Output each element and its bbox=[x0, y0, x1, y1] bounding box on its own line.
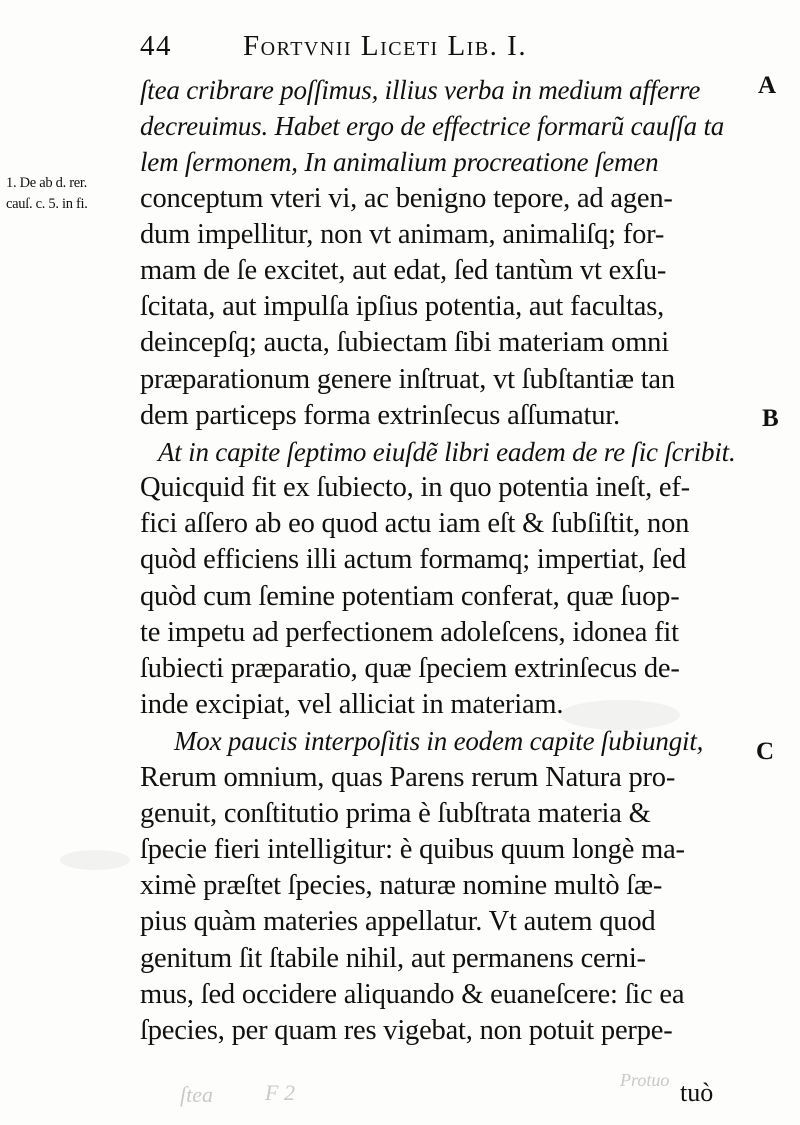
text-line: At in capite ſeptimo eiuſdẽ libri eadem de re ſic ſcribit. bbox=[158, 436, 736, 467]
text-line: te impetu ad perfectionem adoleſcens, idonea fit bbox=[140, 616, 679, 648]
running-head: Fortvnii Liceti Lib. I. bbox=[243, 30, 528, 62]
text-line: ximè præſtet ſpecies, naturæ nomine multò ſæ- bbox=[140, 870, 663, 902]
bleed-through-text: F 2 bbox=[265, 1080, 295, 1105]
margin-letter-b: B bbox=[762, 405, 779, 432]
text-line: præparationum genere inſtruat, vt ſubſtantiæ tan bbox=[140, 363, 675, 395]
page-header bbox=[140, 30, 680, 66]
catchword: tuò bbox=[680, 1078, 714, 1107]
text-line: mus, ſed occidere aliquando & euaneſcere: ſic ea bbox=[140, 978, 685, 1010]
text-line: mam de ſe excitet, aut edat, ſed tantùm vt exſu- bbox=[140, 254, 667, 286]
text-line: dum impellitur, non vt animam, animaliſq; for- bbox=[140, 218, 665, 250]
main-text-block bbox=[140, 72, 760, 1049]
text-line: ſubiecti præparatio, quæ ſpeciem extrinſecus de- bbox=[140, 653, 680, 684]
text-line: ſpecie fieri intelligitur: è quibus quum longè ma- bbox=[140, 833, 685, 865]
margin-citation bbox=[6, 173, 141, 215]
text-line: fici aſſero ab eo quod actu iam eſt & ſubſiſtit, non bbox=[140, 508, 690, 540]
text-line: genuit, conſtitutio prima è ſubſtrata materia & bbox=[140, 797, 651, 829]
margin-citation-line: 1. De ab d. rer. bbox=[6, 175, 87, 191]
ink-smudge bbox=[60, 850, 130, 870]
text-line: deincepſq; aucta, ſubiectam ſibi materiam omni bbox=[140, 327, 669, 359]
text-line: lem ſermonem, In animalium procreatione ſemen bbox=[140, 147, 659, 178]
margin-letter-a: A bbox=[758, 72, 777, 99]
text-line: ſpecies, per quam res vigebat, non potuit perpe- bbox=[140, 1014, 673, 1046]
bleed-through-text: Protuo bbox=[620, 1070, 670, 1090]
text-line: conceptum vteri vi, ac benigno tepore, ad agen- bbox=[140, 182, 673, 214]
bleed-through-text: ſtea bbox=[180, 1082, 213, 1107]
margin-citation-line: cauſ. c. 5. in fi. bbox=[6, 196, 88, 212]
page-number: 44 bbox=[140, 30, 172, 62]
margin-letter-c: C bbox=[756, 738, 775, 765]
text-line: inde excipiat, vel alliciat in materiam. bbox=[140, 689, 564, 721]
text-line: dem particeps forma extrinſecus aſſumatur. bbox=[140, 399, 620, 431]
text-line: Rerum omnium, quas Parens rerum Natura pro- bbox=[140, 761, 676, 793]
text-line: decreuimus. Habet ergo de effectrice formarũ cauſſa ta bbox=[140, 111, 725, 142]
text-line: genitum ſit ſtabile nihil, aut permanens cerni- bbox=[140, 942, 646, 974]
text-line: ſtea cribrare poſſimus, illius verba in medium afferre bbox=[140, 75, 701, 105]
text-line: Quicquid fit ex ſubiecto, in quo potentia ineſt, ef- bbox=[140, 472, 690, 504]
text-line: ſcitata, aut impulſa ipſius potentia, aut facultas, bbox=[140, 291, 665, 323]
text-line: Mox paucis interpoſitis in eodem capite ſubiungit, bbox=[174, 726, 704, 757]
text-line: pius quàm materies appellatur. Vt autem quod bbox=[140, 906, 656, 938]
text-line: quòd efficiens illi actum formamq; impertiat, ſed bbox=[140, 544, 687, 576]
text-line: quòd cum ſemine potentiam conferat, quæ ſuop- bbox=[140, 580, 680, 612]
